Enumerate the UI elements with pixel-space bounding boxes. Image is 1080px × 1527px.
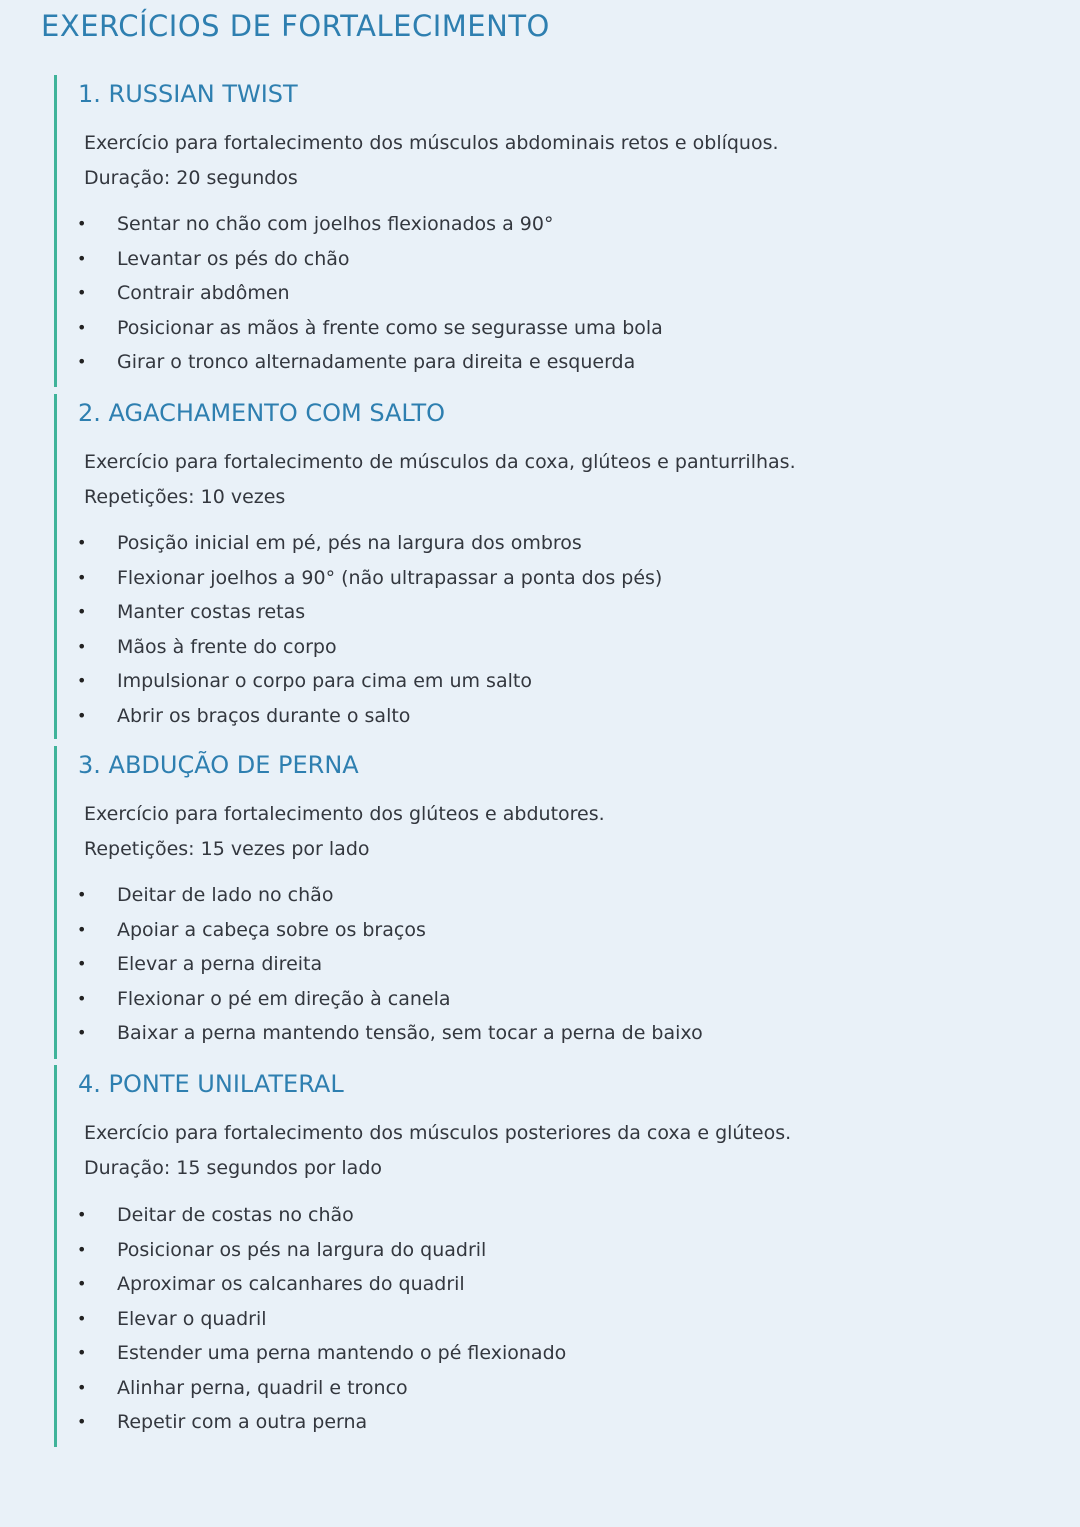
- step-text: Manter costas retas: [117, 601, 306, 623]
- exercise-section-russian-twist: [54, 75, 1014, 387]
- section-title: 4. PONTE UNILATERAL: [78, 1070, 344, 1098]
- step-text: Alinhar perna, quadril e tronco: [117, 1376, 408, 1399]
- bullet-icon: •: [77, 988, 87, 1008]
- bullet-icon: •: [77, 636, 87, 656]
- exercise-description: Exercício para fortalecimento dos glúteos e abdutores.: [84, 803, 605, 825]
- bullet-icon: •: [77, 1239, 87, 1259]
- section-title: 3. ABDUÇÃO DE PERNA: [78, 751, 359, 779]
- step-text: Posição inicial em pé, pés na largura dos ombros: [117, 532, 582, 554]
- bullet-icon: •: [77, 885, 87, 904]
- bullet-icon: •: [77, 1412, 87, 1431]
- bullet-icon: •: [77, 1308, 87, 1328]
- exercise-detail: Repetições: 15 vezes por lado: [84, 838, 370, 860]
- bullet-icon: •: [77, 1274, 87, 1293]
- step-text: Mãos à frente do corpo: [117, 635, 337, 658]
- step-text: Repetir com a outra perna: [117, 1411, 368, 1433]
- step-text: Posicionar os pés na largura do quadril: [117, 1238, 487, 1261]
- step-text: Apoiar a cabeça sobre os braços: [117, 918, 426, 941]
- step-text: Levantar os pés do chão: [117, 247, 350, 270]
- bullet-icon: •: [77, 919, 87, 939]
- exercise-description: Exercício para fortalecimento de músculos da coxa, glúteos e panturrilhas.: [84, 451, 796, 473]
- step-text: Girar o tronco alternadamente para direita e esquerda: [117, 351, 636, 373]
- bullet-icon: •: [77, 248, 87, 268]
- step-text: Deitar de costas no chão: [117, 1204, 354, 1226]
- bullet-icon: •: [77, 352, 87, 371]
- step-text: Posicionar as mãos à frente como se segurasse uma bola: [117, 316, 663, 339]
- step-text: Baixar a perna mantendo tensão, sem tocar a perna de baixo: [117, 1022, 703, 1044]
- bullet-icon: •: [77, 533, 87, 552]
- step-text: Elevar o quadril: [117, 1307, 267, 1330]
- bullet-icon: •: [77, 317, 87, 337]
- step-text: Estender uma perna mantendo o pé flexionado: [117, 1342, 567, 1364]
- bullet-icon: •: [77, 283, 87, 302]
- bullet-icon: •: [77, 954, 87, 973]
- bullet-icon: •: [77, 1205, 87, 1224]
- exercise-detail: Repetições: 10 vezes: [84, 486, 286, 508]
- step-text: Sentar no chão com joelhos flexionados a 90°: [117, 213, 554, 235]
- bullet-icon: •: [77, 1343, 87, 1362]
- exercise-section-ponte: [54, 1065, 1014, 1447]
- step-text: Deitar de lado no chão: [117, 884, 334, 906]
- exercise-detail: Duração: 20 segundos: [84, 167, 298, 189]
- step-text: Abrir os braços durante o salto: [117, 704, 411, 727]
- exercise-section-abducao: [54, 746, 1014, 1059]
- step-text: Contrair abdômen: [117, 282, 290, 304]
- step-text: Impulsionar o corpo para cima em um salto: [117, 670, 532, 692]
- bullet-icon: •: [77, 1023, 87, 1042]
- bullet-icon: •: [77, 602, 87, 621]
- bullet-icon: •: [77, 705, 87, 725]
- section-title: 2. AGACHAMENTO COM SALTO: [78, 399, 446, 427]
- exercise-description: Exercício para fortalecimento dos músculos posteriores da coxa e glúteos.: [84, 1122, 792, 1144]
- exercise-description: Exercício para fortalecimento dos músculos abdominais retos e oblíquos.: [84, 132, 779, 154]
- step-text: Flexionar o pé em direção à canela: [117, 987, 451, 1010]
- bullet-icon: •: [77, 567, 87, 587]
- exercise-section-agachamento: [54, 394, 1014, 739]
- exercise-detail: Duração: 15 segundos por lado: [84, 1157, 382, 1179]
- bullet-icon: •: [77, 671, 87, 690]
- bullet-icon: •: [77, 214, 87, 233]
- step-text: Aproximar os calcanhares do quadril: [117, 1273, 465, 1295]
- page-title: EXERCÍCIOS DE FORTALECIMENTO: [41, 9, 550, 43]
- step-text: Flexionar joelhos a 90° (não ultrapassar a ponta dos pés): [117, 566, 663, 589]
- step-text: Elevar a perna direita: [117, 953, 323, 975]
- bullet-icon: •: [77, 1377, 87, 1397]
- section-title: 1. RUSSIAN TWIST: [78, 80, 298, 108]
